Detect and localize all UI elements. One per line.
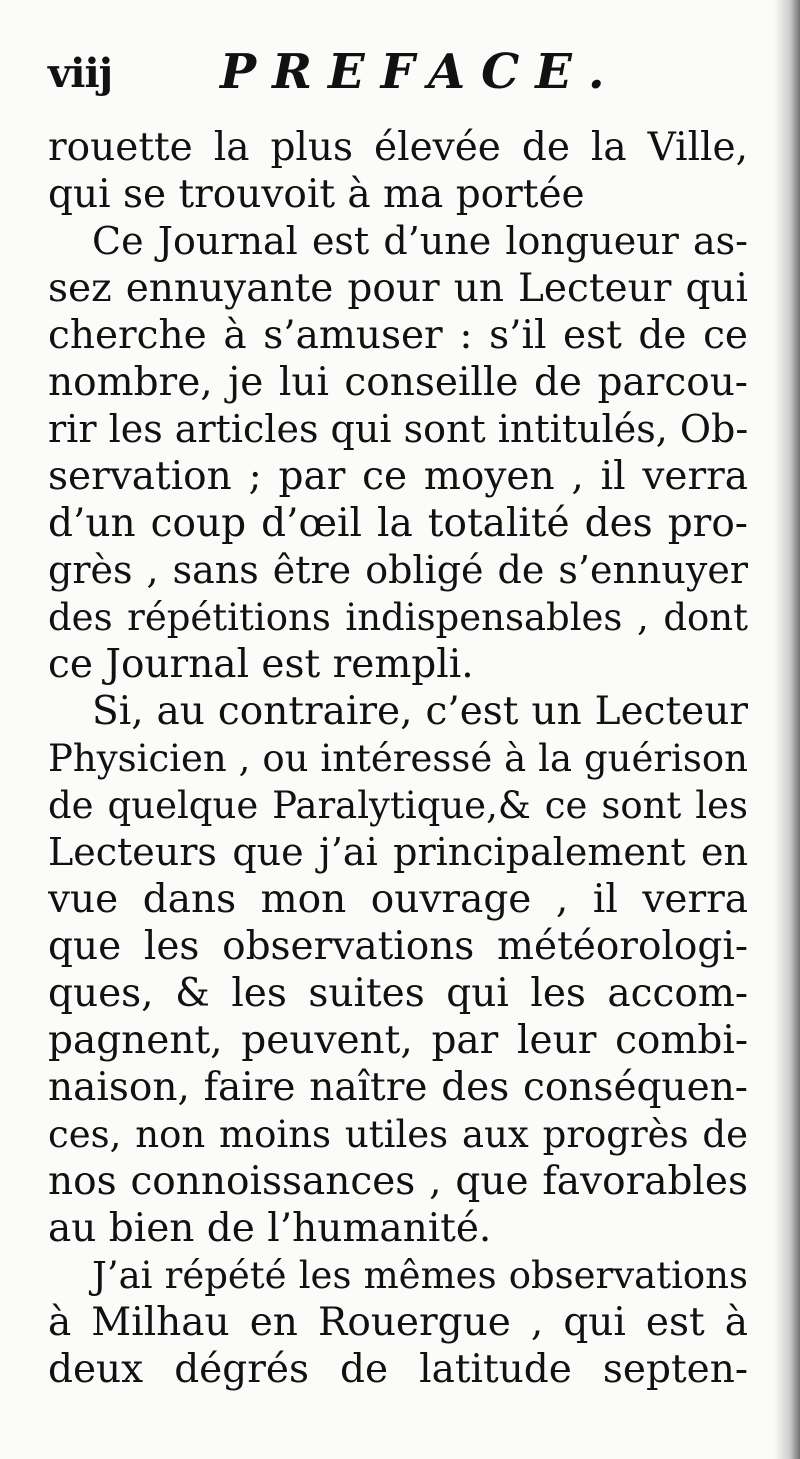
text-line: d’un coup d’œil la totalité des pro- bbox=[48, 501, 748, 546]
text-line: rouette la plus élevée de la Ville, bbox=[48, 125, 748, 170]
text-line: cherche à s’amuser : s’il est de ce bbox=[48, 313, 748, 358]
text-line: ce Journal est rempli. bbox=[48, 642, 474, 687]
text-line: servation ; par ce moyen , il verra bbox=[48, 454, 748, 499]
text-line: Lecteurs que j’ai principalement en bbox=[48, 830, 748, 874]
page-edge-shadow bbox=[774, 0, 800, 1459]
text-line: à Milhau en Rouergue , qui est à bbox=[48, 1300, 748, 1345]
text-line: sez ennuyante pour un Lecteur qui bbox=[48, 266, 748, 311]
text-line: nos connoissances , que favorables bbox=[48, 1159, 748, 1204]
page-header bbox=[48, 40, 668, 110]
text-line: Ce Journal est d’une longueur as- bbox=[92, 219, 748, 263]
text-line: Physicien , ou intéressé à la guérison bbox=[48, 737, 748, 780]
text-line: deux dégrés de latitude septen- bbox=[48, 1347, 748, 1392]
text-line: qui se trouvoit à ma portée bbox=[48, 172, 585, 217]
text-line: des répétitions indispensables , dont bbox=[48, 596, 748, 639]
text-line: Si, au contraire, c’est un Lecteur bbox=[92, 689, 748, 734]
text-line: au bien de l’humanité. bbox=[48, 1206, 492, 1251]
page-number: viij bbox=[48, 50, 113, 97]
text-line: grès , sans être obligé de s’ennuyer bbox=[48, 548, 748, 592]
running-title: PREFACE. bbox=[220, 44, 621, 100]
text-line: nombre, je lui conseille de parcou- bbox=[48, 360, 748, 405]
text-line: que les observations météorologi- bbox=[48, 924, 748, 969]
text-line: vue dans mon ouvrage , il verra bbox=[48, 877, 748, 922]
text-line: rir les articles qui sont intitulés, Ob- bbox=[48, 407, 748, 451]
text-line: de quelque Paralytique,& ce sont les bbox=[48, 784, 748, 827]
text-line: J’ai répété les mêmes observations bbox=[92, 1254, 748, 1297]
text-line: ces, non moins utiles aux progrès de bbox=[48, 1113, 748, 1156]
body-text bbox=[48, 124, 748, 1393]
text-line: naison, faire naître des conséquen- bbox=[48, 1065, 748, 1110]
text-line: pagnent, peuvent, par leur combi- bbox=[48, 1018, 748, 1063]
text-line: ques, & les suites qui les accom- bbox=[48, 971, 748, 1016]
